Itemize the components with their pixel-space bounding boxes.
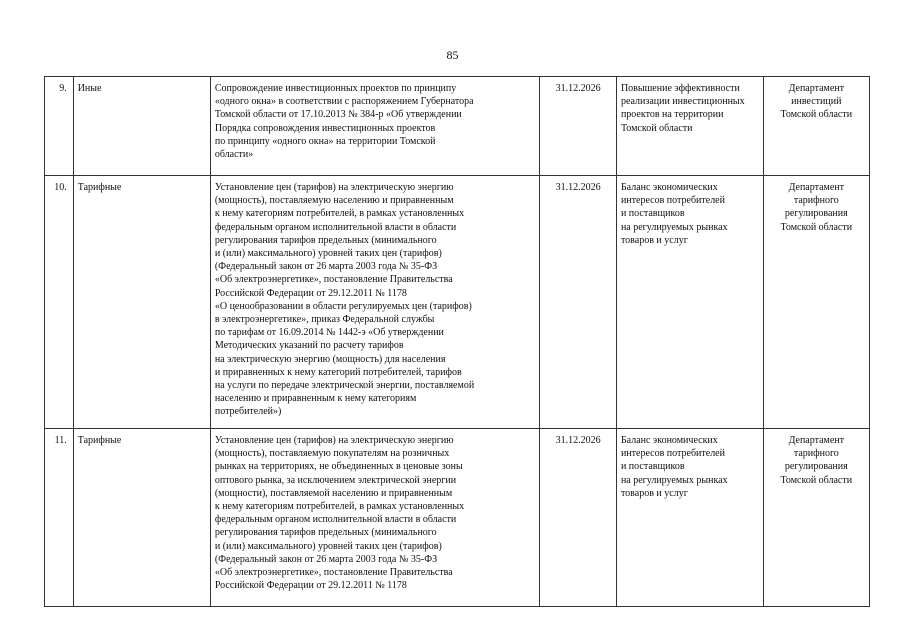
description-line: Установление цен (тарифов) на электрическую энергию [214, 435, 454, 446]
description-line: Сопровождение инвестиционных проектов по принципу [214, 83, 457, 94]
responsible-cell [763, 77, 869, 176]
measure-type-cell [73, 77, 210, 176]
deadline: 31.12.2026 [555, 182, 601, 193]
deadline: 31.12.2026 [555, 435, 601, 446]
description-line: и (или) максимального) уровней таких цен (тарифов) [214, 540, 442, 552]
description-line: населению и приравненным к нему категориям [214, 393, 417, 405]
description-line: по тарифам от 16.09.2014 № 1442-э «Об утверждении [214, 327, 444, 339]
description-line: регулирования тарифов предельных (минимального [214, 234, 437, 246]
description-line: на услуги по передаче электрической энергии, поставляемой [214, 380, 475, 392]
row-number-cell [45, 77, 74, 176]
description-line: «Об электроэнергетике», постановление Правительства [214, 274, 453, 286]
result-line: интересов потребителей [620, 195, 725, 207]
description-line: по принципу «одного окна» на территории Томской [214, 135, 436, 147]
measure-type: Тарифные [77, 182, 122, 193]
responsible-line: регулирования [784, 461, 848, 473]
measure-description-cell [210, 429, 540, 607]
description-line: на электрическую энергию (мощность) для населения [214, 353, 446, 365]
expected-result-cell [616, 429, 763, 607]
description-line: Методических указаний по расчету тарифов [214, 340, 404, 352]
description-line: (мощность), поставляемую населению и приравненным [214, 195, 454, 207]
description-line: Российской Федерации от 29.12.2011 № 1178 [214, 580, 407, 592]
table-row [45, 429, 870, 607]
description-line: рынках на территориях, не объединенных в ценовые зоны [214, 461, 463, 473]
description-line: Томской области от 17.10.2013 № 384-р «Об утверждении [214, 109, 462, 121]
table-row [45, 77, 870, 176]
responsible-line: тарифного [793, 195, 839, 207]
result-line: Баланс экономических [620, 435, 718, 446]
description-line: (Федеральный закон от 26 марта 2003 года № 35-ФЗ [214, 261, 438, 273]
description-line: «Об электроэнергетике», постановление Правительства [214, 567, 453, 579]
result-line: товаров и услуг [620, 234, 688, 246]
responsible-line: Томской области [780, 221, 853, 233]
description-line: потребителей») [214, 406, 282, 418]
deadline-cell [540, 176, 617, 429]
result-line: проектов на территории [620, 109, 724, 121]
result-line: на регулируемых рынках [620, 221, 728, 233]
description-line: «О ценообразовании в области регулируемых цен (тарифов) [214, 300, 472, 312]
responsible-line: тарифного [793, 448, 839, 460]
description-line: в электроэнергетике», приказ Федеральной службы [214, 314, 435, 326]
description-line: «одного окна» в соответствии с распоряжением Губернатора [214, 96, 474, 108]
result-line: товаров и услуг [620, 487, 688, 499]
measures-table [44, 76, 870, 607]
description-line: Российской Федерации от 29.12.2011 № 1178 [214, 287, 407, 299]
result-line: интересов потребителей [620, 448, 725, 460]
responsible-cell [763, 176, 869, 429]
deadline-cell [540, 429, 617, 607]
table-row [45, 176, 870, 429]
description-line: области» [214, 149, 254, 161]
row-number: 10. [54, 182, 67, 193]
deadline: 31.12.2026 [555, 83, 601, 94]
measure-description-cell [210, 176, 540, 429]
responsible-line: инвестиций [791, 96, 842, 108]
row-number-cell [45, 176, 74, 429]
responsible-line: Томской области [780, 474, 853, 486]
row-number: 9. [59, 83, 67, 94]
description-line: к нему категориям потребителей, в рамках установленных [214, 501, 465, 513]
measure-description-cell [210, 77, 540, 176]
result-line: реализации инвестиционных [620, 96, 745, 108]
result-line: и поставщиков [620, 461, 685, 473]
description-line: Установление цен (тарифов) на электрическую энергию [214, 182, 454, 193]
responsible-line: Департамент [788, 182, 845, 193]
description-line: федеральным органом исполнительной власти в области [214, 514, 457, 526]
page-number: 85 [446, 48, 459, 62]
row-number-cell [45, 429, 74, 607]
measure-type: Тарифные [77, 435, 122, 446]
row-number: 11. [54, 435, 67, 446]
measure-type: Иные [77, 83, 102, 94]
description-line: и приравненных к нему категорий потребителей, тарифов [214, 366, 462, 378]
description-line: оптового рынка, за исключением электрической энергии [214, 474, 457, 486]
expected-result-cell [616, 77, 763, 176]
table-body [45, 77, 870, 607]
deadline-cell [540, 77, 617, 176]
responsible-line: Департамент [788, 83, 845, 94]
measure-type-cell [73, 429, 210, 607]
description-line: (Федеральный закон от 26 марта 2003 года № 35-ФЗ [214, 553, 438, 565]
description-line: (мощности), поставляемой населению и приравненным [214, 487, 453, 499]
result-line: Томской области [620, 122, 693, 134]
result-line: на регулируемых рынках [620, 474, 728, 486]
responsible-line: Департамент [788, 435, 845, 446]
responsible-line: Томской области [780, 109, 853, 121]
description-line: регулирования тарифов предельных (минимального [214, 527, 437, 539]
responsible-cell [763, 429, 869, 607]
description-line: и (или) максимального) уровней таких цен (тарифов) [214, 248, 442, 260]
description-line: федеральным органом исполнительной власти в области [214, 221, 457, 233]
result-line: Повышение эффективности [620, 83, 740, 94]
description-line: (мощность), поставляемую покупателям на розничных [214, 448, 450, 460]
description-line: к нему категориям потребителей, в рамках установленных [214, 208, 465, 220]
description-line: Порядка сопровождения инвестиционных проектов [214, 122, 436, 134]
result-line: Баланс экономических [620, 182, 718, 193]
expected-result-cell [616, 176, 763, 429]
result-line: и поставщиков [620, 208, 685, 220]
responsible-line: регулирования [784, 208, 848, 220]
measure-type-cell [73, 176, 210, 429]
